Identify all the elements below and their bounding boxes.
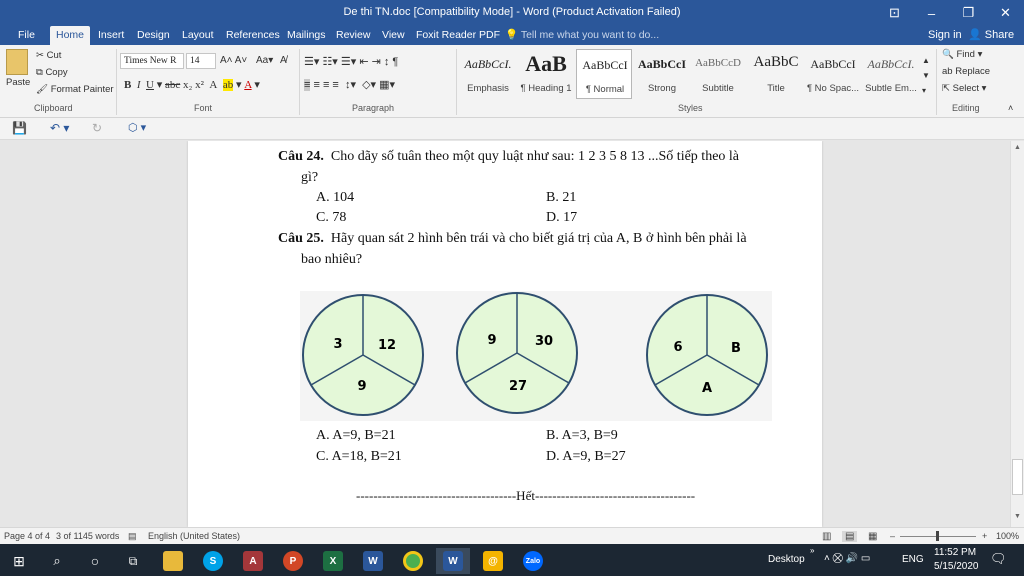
word-active-window-icon[interactable]: W [436,548,470,574]
tray-icons[interactable]: ˄ ⛒ 🔊 ▭ [824,553,871,564]
list-buttons[interactable]: ☰▾ ☷▾ ☰▾ ⇤ ⇥ ↕ ¶ [304,56,399,68]
circle-1-left-value: 3 [333,337,343,352]
task-view-icon[interactable]: ⧉ [128,553,138,568]
style-no-spacing[interactable]: AaBbCcI ¶ No Spac... [806,57,860,94]
print-layout-icon[interactable]: ▤ [842,531,857,542]
tab-layout[interactable]: Layout [182,29,214,41]
style-normal[interactable]: AaBbCcI ¶ Normal [576,49,632,99]
cursor-icon: ⇱ [942,83,950,94]
separator [456,49,457,115]
cortana-icon[interactable]: ○ [90,553,100,569]
language-indicator[interactable]: English (United States) [148,531,241,541]
q24-option-b: B. 21 [546,190,577,205]
style-subtitle[interactable]: AaBbCcD Subtitle [695,57,741,94]
magnifier-icon: 🔍 [942,49,954,60]
close-button[interactable]: ✕ [1000,5,1011,20]
tab-foxit-reader-pdf[interactable]: Foxit Reader PDF [416,29,501,41]
notes-app-icon[interactable]: @ [476,548,510,574]
clear-formatting-button[interactable]: A̸ [280,55,287,66]
save-icon[interactable]: 💾 [12,121,27,135]
proofing-icon[interactable]: ▤ [128,531,137,541]
alignment-buttons[interactable]: ≡ ≡ ≡ ≡ ↕▾ ◇▾ ▦▾ [304,79,396,91]
question-24-line1: Câu 24. Cho dãy số tuân theo một quy luật như sau: 1 2 3 5 8 13 ...Số tiếp theo là [278,149,740,164]
paste-button[interactable]: Paste [6,77,31,88]
q24-option-a: A. 104 [316,190,355,205]
document-page[interactable] [188,141,822,527]
scroll-down-arrow[interactable]: ▼ [1014,513,1021,520]
question-24-line2: gì? [301,170,319,185]
circle-2 [457,293,577,413]
notifications-icon[interactable]: 🗨 [990,551,1007,566]
input-language[interactable]: ENG [902,554,924,565]
word-icon[interactable]: W [356,548,390,574]
chrome-icon[interactable] [396,548,430,574]
quick-access-toolbar [0,118,1024,140]
sign-in-link[interactable]: Sign in [928,29,962,41]
q24-option-d: D. 17 [546,210,578,225]
change-case-button[interactable]: Aa▾ [256,55,274,66]
grow-shrink-font-buttons[interactable]: A˄ A˅ [220,55,248,66]
replace-button[interactable]: ab Replace [942,66,991,77]
circle-2-bottom-value: 27 [508,379,528,394]
tab-view[interactable]: View [382,29,405,41]
q25-option-b: B. A=3, B=9 [546,428,618,443]
separator [936,49,937,115]
font-format-buttons[interactable]: B I U ▾ abc x₂ x² A ab ▾ A ▾ [124,79,260,91]
tab-file[interactable]: File [18,29,35,41]
access-icon[interactable]: A [236,548,270,574]
paragraph-group-label: Paragraph [352,103,395,113]
tab-references[interactable]: References [226,29,280,41]
circle-2-left-value: 9 [487,333,497,348]
question-25-line2: bao nhiêu? [301,252,363,267]
editing-group-label: Editing [952,103,980,113]
styles-group-label: Styles [678,103,703,113]
zoom-out-button[interactable]: – [890,531,896,541]
end-of-test-line: -------------------------------------Hết------------------------------------- [356,488,696,503]
ribbon-tabs [0,26,1024,45]
clock-date: 5/15/2020 [934,561,979,572]
zoom-in-button[interactable]: + [982,531,988,541]
circle-1 [303,295,423,415]
tell-me-box[interactable]: 💡 Tell me what you want to do... [505,29,660,41]
separator [116,49,117,115]
styles-scroll-buttons[interactable]: ▲ ▼ ▾ [922,56,930,95]
circle-puzzle-figure [300,291,772,421]
web-layout-icon[interactable]: ▦ [868,531,878,542]
circle-1-bottom-value: 9 [357,379,367,394]
font-size-box[interactable]: 14 [186,53,216,69]
circle-3 [647,295,767,415]
style-subtle-emphasis[interactable]: AaBbCcI. Subtle Em... [865,57,917,94]
tab-mailings[interactable]: Mailings [287,29,326,41]
powerpoint-icon[interactable]: P [276,548,310,574]
vertical-scrollbar[interactable] [1010,141,1024,527]
windows-start-icon[interactable]: ⊞ [13,552,25,569]
font-name-box[interactable]: Times New R [120,53,184,69]
ribbon-display-options-button[interactable]: ⊡ [889,5,900,20]
circle-3-left-value: 6 [673,340,683,355]
cut-button[interactable]: ✂ Cut [36,50,62,61]
ribbon-home [0,45,1024,118]
zoom-level[interactable]: 100% [996,531,1020,541]
font-group-label: Font [194,103,213,113]
lightbulb-icon: 💡 [505,29,519,41]
person-icon: 👤 [968,29,982,41]
collapse-ribbon-button[interactable]: ˄ [1008,103,1014,113]
search-icon[interactable]: ⌕ [53,553,61,568]
skype-icon[interactable]: S [196,548,230,574]
customize-qat-icon[interactable]: ⬡ ▾ [128,122,147,134]
style-emphasis[interactable]: AaBbCcI. Emphasis [464,57,512,94]
scrollbar-thumb[interactable] [1012,459,1023,495]
clock-time: 11:52 PM [934,547,977,558]
select-button[interactable]: ⇱ Select ▾ [942,83,987,94]
style-title[interactable]: AaBbC Title [753,54,799,94]
tab-design[interactable]: Design [137,29,170,41]
style-strong[interactable]: AaBbCcI Strong [637,57,686,94]
page-count[interactable]: Page 4 of 4 [4,531,51,541]
circle-2-right-value: 30 [534,334,554,349]
circle-3-bottom-value: A [701,381,713,396]
q24-option-c: C. 78 [316,210,347,225]
scissors-icon: ✂ [36,50,44,61]
redo-icon[interactable]: ↻ [92,121,103,135]
status-bar [0,527,1024,544]
paintbrush-icon: 🖌 [36,84,49,95]
desktop-toolbar[interactable]: Desktop [768,554,805,565]
share-button[interactable]: 👤 Share [968,29,1015,41]
read-mode-icon[interactable]: ▥ [822,531,832,542]
undo-icon[interactable]: ↶ ▾ [50,121,70,135]
window-title: De thi TN.doc [Compatibility Mode] - Word (Product Activation Failed) [343,6,681,18]
find-button[interactable]: 🔍 Find ▾ [942,49,983,60]
clock[interactable] [934,547,979,572]
circle-1-right-value: 12 [377,338,397,353]
q25-option-d: D. A=9, B=27 [546,449,626,464]
scroll-up-arrow[interactable]: ▲ [1014,144,1021,151]
taskbar [0,544,1024,576]
separator [299,49,300,115]
document-area [0,141,1010,527]
excel-icon[interactable]: X [316,548,350,574]
restore-button[interactable]: ❐ [962,5,975,20]
clipboard-icon [6,49,28,75]
tab-home[interactable]: Home [50,26,90,45]
zoom-slider-thumb[interactable] [936,531,939,541]
style-heading-1[interactable]: AaB ¶ Heading 1 [520,51,572,94]
circle-3-right-value: B [731,341,741,356]
tab-insert[interactable]: Insert [98,29,125,41]
q25-option-a: A. A=9, B=21 [316,428,396,443]
q25-option-c: C. A=18, B=21 [316,449,402,464]
word-count[interactable]: 3 of 1145 words [56,531,120,541]
copy-button[interactable]: ⧉ Copy [36,67,68,78]
format-painter-button[interactable]: 🖌 Format Painter [36,84,114,95]
copy-icon: ⧉ [36,67,43,78]
desktop-toolbar-chevron[interactable]: » [810,546,815,555]
question-25-line1: Câu 25. Hãy quan sát 2 hình bên trái và cho biết giá trị của A, B ở hình bên phải là [278,231,747,246]
file-explorer-icon[interactable] [156,548,190,574]
clipboard-group-label: Clipboard [34,103,73,113]
minimize-button[interactable]: – [927,5,936,21]
zalo-icon[interactable]: Zalo [516,548,550,574]
replace-icon: ab [942,66,953,77]
tab-review[interactable]: Review [336,29,371,41]
title-bar [0,0,1024,26]
